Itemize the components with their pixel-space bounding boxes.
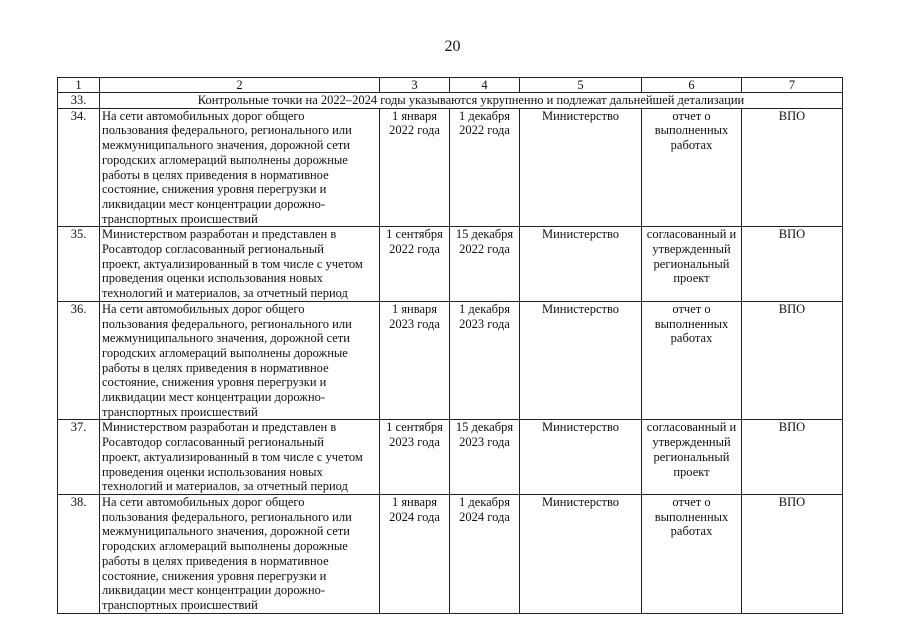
checkpoint-type: ВПО xyxy=(742,301,843,420)
start-date-line: 1 января xyxy=(391,494,438,509)
end-date xyxy=(450,108,520,227)
result-document-line: региональный xyxy=(653,256,730,271)
result-document-line: работах xyxy=(670,138,713,153)
start-date xyxy=(380,227,450,302)
row-description-line: На сети автомобильных дорог общего xyxy=(102,301,305,316)
row-description-line: пользования федерального, регионального или xyxy=(102,316,352,331)
end-date-line: 2023 года xyxy=(459,435,510,450)
row-description-line: работы в целях приведения в нормативное xyxy=(102,360,329,375)
column-number: 2 xyxy=(100,78,380,93)
page-number: 20 xyxy=(444,38,461,55)
result-document xyxy=(642,227,742,302)
control-points-table xyxy=(57,77,843,614)
end-date-line: 2022 года xyxy=(459,123,510,138)
column-number-row xyxy=(58,78,843,93)
section-note: Контрольные точки на 2022–2024 годы указываются укрупненно и подлежат дальнейшей детализации xyxy=(100,93,843,109)
row-description-line: ликвидации мест концентрации дорожно- xyxy=(102,390,326,405)
row-description-line: На сети автомобильных дорог общего xyxy=(102,108,305,123)
responsible: Министерство xyxy=(520,420,642,495)
result-document-line: согласованный и xyxy=(646,227,737,242)
row-description-line: На сети автомобильных дорог общего xyxy=(102,494,305,509)
end-date-line: 1 декабря xyxy=(458,301,511,316)
result-document xyxy=(642,301,742,420)
result-document-line: утвержденный xyxy=(652,242,731,257)
row-description-line: транспортных происшествий xyxy=(102,211,258,226)
responsible: Министерство xyxy=(520,108,642,227)
start-date-line: 2022 года xyxy=(389,123,440,138)
row-description-line: проект, актуализированный в том числе с учетом xyxy=(102,256,363,271)
result-document-line: согласованный и xyxy=(646,420,737,435)
row-description-line: межмуниципального значения, дорожной сети xyxy=(102,138,350,153)
row-number: 33. xyxy=(58,93,100,109)
row-description-line: пользования федерального, регионального или xyxy=(102,123,352,138)
table-row xyxy=(58,301,843,420)
row-number: 36. xyxy=(58,301,100,420)
row-number: 34. xyxy=(58,108,100,227)
row-description-line: состояние, снижения уровня перегрузки и xyxy=(102,568,327,583)
end-date xyxy=(450,420,520,495)
result-document xyxy=(642,108,742,227)
row-description-line: проведения оценки использования новых xyxy=(102,464,323,479)
row-description-line: проект, актуализированный в том числе с учетом xyxy=(102,449,363,464)
checkpoint-type: ВПО xyxy=(742,108,843,227)
end-date-line: 1 декабря xyxy=(458,108,511,123)
row-description-line: работы в целях приведения в нормативное xyxy=(102,553,329,568)
start-date-line: 2023 года xyxy=(389,316,440,331)
row-description xyxy=(100,301,380,420)
column-number: 5 xyxy=(520,78,642,93)
table-row xyxy=(58,420,843,495)
end-date-line: 15 декабря xyxy=(455,227,514,242)
column-number: 3 xyxy=(380,78,450,93)
row-description xyxy=(100,494,380,613)
row-description-line: Росавтодор согласованный региональный xyxy=(102,242,324,257)
responsible: Министерство xyxy=(520,227,642,302)
column-number: 4 xyxy=(450,78,520,93)
start-date-line: 2023 года xyxy=(389,435,440,450)
row-description-line: Министерством разработан и представлен в xyxy=(102,420,337,435)
result-document-line: региональный xyxy=(653,449,730,464)
result-document-line: отчет о xyxy=(672,494,711,509)
row-description-line: состояние, снижения уровня перегрузки и xyxy=(102,375,327,390)
end-date-line: 15 декабря xyxy=(455,420,514,435)
checkpoint-type: ВПО xyxy=(742,494,843,613)
row-description-line: транспортных происшествий xyxy=(102,404,258,419)
responsible: Министерство xyxy=(520,494,642,613)
start-date-line: 2024 года xyxy=(389,509,440,524)
start-date xyxy=(380,494,450,613)
end-date xyxy=(450,227,520,302)
table-row xyxy=(58,494,843,613)
end-date-line: 1 декабря xyxy=(458,494,511,509)
row-description-line: состояние, снижения уровня перегрузки и xyxy=(102,182,327,197)
start-date-line: 1 сентября xyxy=(386,227,443,242)
result-document-line: работах xyxy=(670,331,713,346)
row-description-line: технологий и материалов, за отчетный период xyxy=(102,479,348,494)
column-number: 6 xyxy=(642,78,742,93)
row-description-line: межмуниципального значения, дорожной сети xyxy=(102,331,350,346)
row-description xyxy=(100,227,380,302)
result-document-line: выполненных xyxy=(654,316,729,331)
result-document-line: отчет о xyxy=(672,301,711,316)
row-number: 38. xyxy=(58,494,100,613)
start-date-line: 1 января xyxy=(391,301,438,316)
row-description-line: межмуниципального значения, дорожной сети xyxy=(102,524,350,539)
table-row xyxy=(58,227,843,302)
checkpoint-type: ВПО xyxy=(742,227,843,302)
column-number: 1 xyxy=(58,78,100,93)
result-document-line: выполненных xyxy=(654,509,729,524)
result-document xyxy=(642,420,742,495)
start-date xyxy=(380,108,450,227)
row-description-line: городских агломераций выполнены дорожные xyxy=(102,345,348,360)
row-description-line: транспортных происшествий xyxy=(102,597,258,612)
result-document-line: отчет о xyxy=(672,108,711,123)
row-description-line: проведения оценки использования новых xyxy=(102,271,323,286)
row-description-line: Министерством разработан и представлен в xyxy=(102,227,337,242)
result-document xyxy=(642,494,742,613)
row-description-line: технологий и материалов, за отчетный период xyxy=(102,286,348,301)
row-description-line: городских агломераций выполнены дорожные xyxy=(102,152,348,167)
end-date-line: 2024 года xyxy=(459,509,510,524)
end-date-line: 2023 года xyxy=(459,316,510,331)
start-date-line: 1 сентября xyxy=(386,420,443,435)
result-document-line: утвержденный xyxy=(652,435,731,450)
result-document-line: проект xyxy=(673,271,710,286)
row-description-line: ликвидации мест концентрации дорожно- xyxy=(102,583,326,598)
row-description xyxy=(100,420,380,495)
row-number: 35. xyxy=(58,227,100,302)
row-description-line: Росавтодор согласованный региональный xyxy=(102,435,324,450)
row-description-line: работы в целях приведения в нормативное xyxy=(102,167,329,182)
responsible: Министерство xyxy=(520,301,642,420)
end-date-line: 2022 года xyxy=(459,242,510,257)
start-date xyxy=(380,301,450,420)
section-row xyxy=(58,93,843,109)
result-document-line: выполненных xyxy=(654,123,729,138)
row-description-line: ликвидации мест концентрации дорожно- xyxy=(102,196,326,211)
checkpoint-type: ВПО xyxy=(742,420,843,495)
result-document-line: работах xyxy=(670,524,713,539)
result-document-line: проект xyxy=(673,464,710,479)
end-date xyxy=(450,494,520,613)
start-date-line: 1 января xyxy=(391,108,438,123)
row-number: 37. xyxy=(58,420,100,495)
row-description-line: пользования федерального, регионального или xyxy=(102,509,352,524)
end-date xyxy=(450,301,520,420)
column-number: 7 xyxy=(742,78,843,93)
row-description-line: городских агломераций выполнены дорожные xyxy=(102,539,348,554)
table-row xyxy=(58,108,843,227)
row-description xyxy=(100,108,380,227)
start-date-line: 2022 года xyxy=(389,242,440,257)
start-date xyxy=(380,420,450,495)
